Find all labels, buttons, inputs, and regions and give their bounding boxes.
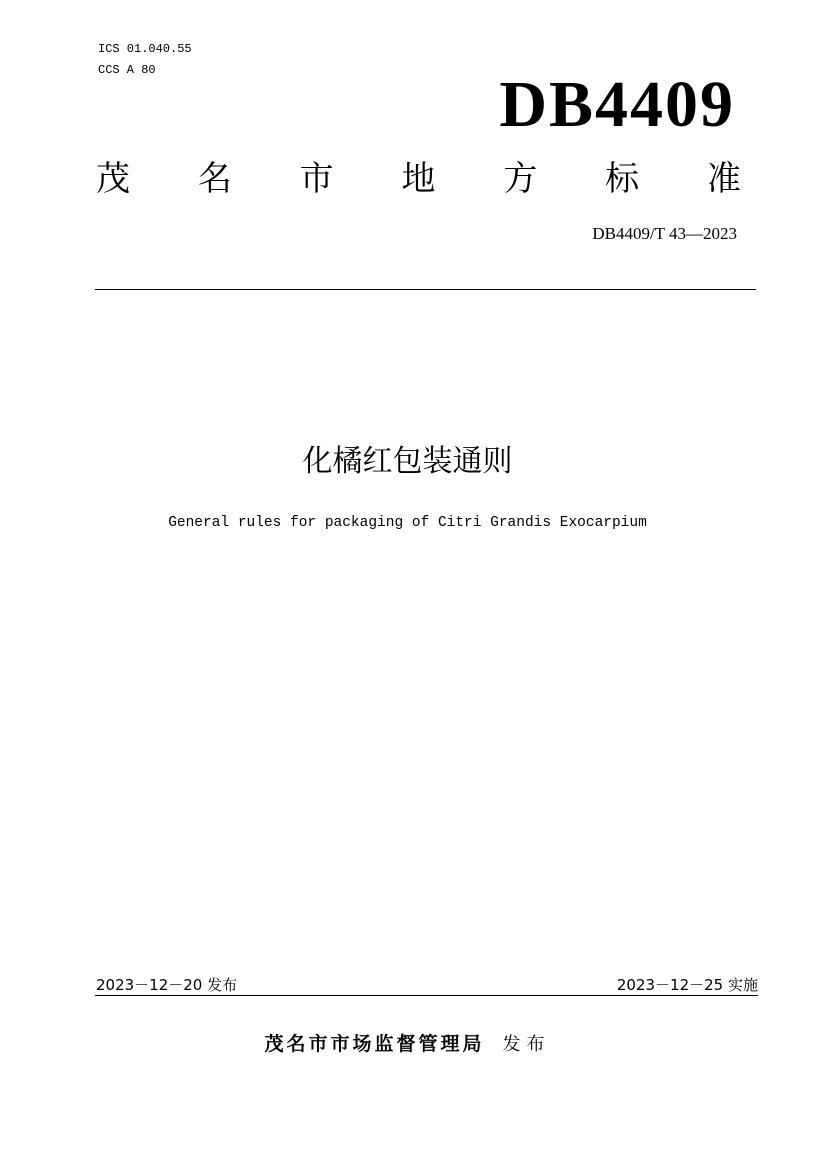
standard-code: DB4409 <box>499 68 735 141</box>
standard-type-char: 方 <box>503 159 538 199</box>
ccs-code: CCS A 80 <box>98 63 156 77</box>
bottom-divider <box>95 995 758 996</box>
standard-type-char: 市 <box>299 159 334 199</box>
standard-number: DB4409/T 43—2023 <box>592 224 737 243</box>
title-chinese: 化橘红包装通则 <box>302 444 513 479</box>
implementation-date: 2023－12－25 实施 <box>616 976 758 994</box>
standard-type-char: 名 <box>197 159 232 199</box>
top-divider <box>95 289 756 290</box>
ics-code: ICS 01.040.55 <box>98 42 192 56</box>
publisher <box>0 1032 815 1057</box>
title-english: General rules for packaging of Citri Grandis Exocarpium <box>168 515 647 531</box>
standard-type-char: 茂 <box>96 159 130 199</box>
publisher-org: 茂名市市场监督管理局 <box>264 1033 485 1055</box>
standard-type-char: 标 <box>605 159 640 199</box>
publisher-verb: 发布 <box>502 1034 551 1055</box>
standard-type-char: 地 <box>401 159 436 199</box>
standard-type <box>96 158 741 200</box>
standard-type-char: 准 <box>706 159 741 199</box>
issue-date: 2023－12－20 发布 <box>96 976 238 994</box>
